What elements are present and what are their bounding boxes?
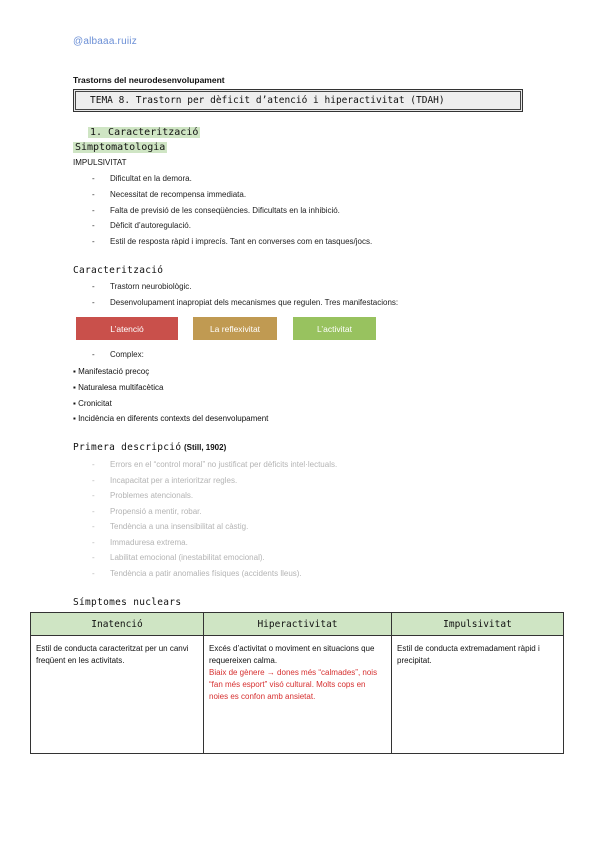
list-item: ▪ Manifestació precoç xyxy=(73,367,150,377)
list-item: - Tendència a patir anomalies físiques (accidents lleus). xyxy=(92,568,302,578)
hiper-note: Biaix de gènere → dones més “calmades”, nois “fan més esport” visó cultural. Molts cops en noies es confon amb ansietat. xyxy=(209,668,378,701)
list-item: - Dificultat en la demora. xyxy=(92,174,192,184)
pill-atencio: L’atenció xyxy=(76,317,178,340)
simptomes-nuclears-heading: Símptomes nuclears xyxy=(73,597,182,608)
caracteritzacio-heading: Caracterització xyxy=(73,265,164,276)
list-item: ▪ Naturalesa multifacètica xyxy=(73,383,164,393)
section-heading-caracteritzacio: 1. Caracterització xyxy=(90,127,199,138)
list-item: - Propensió a mentir, robar. xyxy=(92,506,202,516)
subheading-simptomatologia: Simptomatologia xyxy=(75,142,166,153)
col-impulsivitat: Impulsivitat xyxy=(392,613,564,636)
col-inatencio: Inatenció xyxy=(31,613,204,636)
list-item: - Problemes atencionals. xyxy=(92,491,194,501)
list-item: - Dèficit d’autoregulació. xyxy=(92,221,191,231)
tema-title-box xyxy=(73,89,523,112)
list-item: - Labilitat emocional (inestabilitat emocional). xyxy=(92,553,265,563)
table-row xyxy=(31,636,564,754)
list-item: - Estil de resposta ràpid i imprecís. Tant en converses com en tasques/jocs. xyxy=(92,237,373,247)
list-item: ▪ Incidència en diferents contexts del desenvolupament xyxy=(73,414,269,424)
list-item: - Necessitat de recompensa immediata. xyxy=(92,190,247,200)
col-hiperactivitat: Hiperactivitat xyxy=(204,613,392,636)
symptoms-table xyxy=(30,612,564,754)
table-header-row xyxy=(31,613,564,636)
list-item: - Falta de previsió de les conseqüències. Dificultats en la inhibició. xyxy=(92,205,340,215)
hiper-text: Excés d’activitat o moviment en situacions que requereixen calma. xyxy=(209,644,375,665)
list-item: - Immaduresa extrema. xyxy=(92,537,188,547)
impulsivitat-label: IMPULSIVITAT xyxy=(73,158,127,167)
caracteritzacio-list xyxy=(92,279,398,310)
list-item: - Trastorn neurobiològic. xyxy=(92,282,192,292)
complex-bullets xyxy=(73,364,268,427)
list-item: ▪ Cronicitat xyxy=(73,398,112,408)
list-item: - Tendència a una insensibilitat al càstig. xyxy=(92,522,249,532)
course-title: Trastorns del neurodesenvolupament xyxy=(73,75,225,85)
list-item: - Incapacitat per a interioritzar regles. xyxy=(92,475,238,485)
pill-reflexivitat: La reflexivitat xyxy=(193,317,277,340)
tema-title: TEMA 8. Trastorn per dèficit d’atenció i hiperactivitat (TDAH) xyxy=(75,91,521,110)
cell-impulsivitat: Estil de conducta extremadament ràpid i precipitat. xyxy=(392,636,564,754)
cell-inatencio: Estil de conducta caracteritzat per un canvi freqüent en les activitats. xyxy=(31,636,204,754)
impulsivitat-list xyxy=(92,171,372,249)
cell-hiperactivitat xyxy=(204,636,392,754)
author-handle: @albaaa.ruiiz xyxy=(73,36,137,47)
pill-activitat: L’activitat xyxy=(293,317,376,340)
list-item: - Desenvolupament inapropiat dels mecanismes que regulen. Tres manifestacions: xyxy=(92,298,399,308)
complex-item: - Complex: xyxy=(92,350,144,360)
primera-descripcio-list xyxy=(92,457,337,581)
primera-descripcio-heading: Primera descripció (Still, 1902) xyxy=(73,442,227,453)
list-item: - Errors en el “control moral” no justificat per dèficits intel·lectuals. xyxy=(92,460,338,470)
